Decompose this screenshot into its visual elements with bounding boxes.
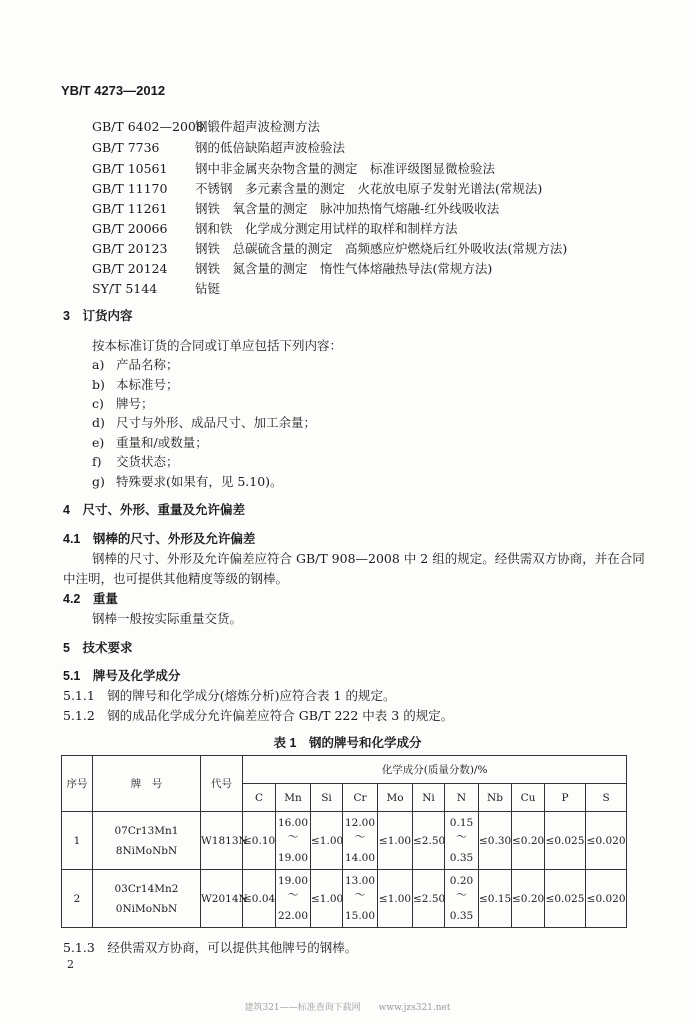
grade-line: 03Cr14Mn2 xyxy=(114,882,179,895)
list-item-label: b) xyxy=(92,377,105,392)
reference-title: 钢中非金属夹杂物含量的测定 标准评级图显微检验法 xyxy=(195,161,496,176)
table-row xyxy=(62,870,627,928)
header-element: Ni xyxy=(413,784,445,812)
range-max: 15.00 xyxy=(344,910,376,922)
reference-item xyxy=(92,279,220,297)
cell-code: W2014N xyxy=(201,870,243,928)
cell-n xyxy=(445,870,479,928)
reference-item xyxy=(92,219,458,237)
list-item-text: 交货状态； xyxy=(116,454,179,469)
reference-title: 钢的低倍缺陷超声波检验法 xyxy=(195,140,346,155)
header-element: C xyxy=(243,784,276,812)
list-item-text: 尺寸与外形、成品尺寸、加工余量； xyxy=(116,415,317,430)
list-item xyxy=(92,472,283,490)
section-4-1-heading: 4.1 钢棒的尺寸、外形及允许偏差 xyxy=(63,532,256,546)
footer-watermark: 建筑321——标准查询下载网 www.jzs321.net xyxy=(244,1003,451,1013)
section-4-1-text-continued: 中注明，也可提供其他精度等级的钢棒。 xyxy=(63,571,289,586)
list-item-label: d) xyxy=(92,415,105,430)
header-element: S xyxy=(586,784,627,812)
range-min: 0.20～ xyxy=(449,875,474,901)
header-element: N xyxy=(445,784,479,812)
grade-line: 0NiMoNbN xyxy=(115,902,178,915)
reference-item xyxy=(92,179,542,197)
cell-ni: ≤2.50 xyxy=(413,812,445,870)
list-item-label: g) xyxy=(92,474,105,489)
range-min: 0.15～ xyxy=(449,817,474,843)
reference-code: GB/T 6402—2008 xyxy=(92,119,204,134)
list-item xyxy=(92,394,154,412)
clause-5-1-3: 5.1.3 经供需双方协商，可以提供其他牌号的钢棒。 xyxy=(63,940,358,955)
standard-number: YB/T 4273—2012 xyxy=(61,83,166,98)
list-item xyxy=(92,433,208,451)
cell-mn xyxy=(276,812,311,870)
section-5-heading: 5 技术要求 xyxy=(63,641,133,655)
list-item-text: 牌号； xyxy=(116,396,154,411)
cell-seq: 2 xyxy=(62,870,93,928)
cell-mo: ≤1.00 xyxy=(378,812,413,870)
reference-item xyxy=(92,159,495,177)
cell-ni: ≤2.50 xyxy=(413,870,445,928)
cell-n xyxy=(445,812,479,870)
reference-code: SY/T 5144 xyxy=(92,281,158,296)
reference-title: 钻铤 xyxy=(195,281,221,296)
cell-nb: ≤0.30 xyxy=(479,812,512,870)
section-5-1-heading: 5.1 牌号及化学成分 xyxy=(63,669,181,683)
reference-title: 钢锻件超声波检测方法 xyxy=(195,119,321,134)
header-element: Cu xyxy=(512,784,545,812)
section-4-2-text: 钢棒一般按实际重量交货。 xyxy=(92,611,243,626)
list-item-label: e) xyxy=(92,435,105,450)
range-min: 13.00～ xyxy=(344,875,376,901)
range-max: 0.35 xyxy=(449,910,474,922)
cell-cr xyxy=(343,870,378,928)
range-min: 19.00～ xyxy=(277,875,309,901)
header-element: Cr xyxy=(343,784,378,812)
header-code: 代号 xyxy=(201,756,243,812)
header-grade: 牌 号 xyxy=(93,756,201,812)
header-element: P xyxy=(545,784,586,812)
reference-item xyxy=(92,138,345,156)
cell-mn xyxy=(276,870,311,928)
cell-cr xyxy=(343,812,378,870)
list-item-text: 特殊要求(如果有，见 5.10)。 xyxy=(116,474,283,489)
reference-title: 钢铁 总碳硫含量的测定 高频感应炉燃烧后红外吸收法(常规方法) xyxy=(195,241,568,256)
grade-line: 07Cr13Mn1 xyxy=(114,824,179,837)
section-4-2-heading: 4.2 重量 xyxy=(63,592,118,606)
clause-5-1-1: 5.1.1 钢的牌号和化学成分(熔炼分析)应符合表 1 的规定。 xyxy=(63,688,396,703)
page-number: 2 xyxy=(67,958,74,971)
table-caption: 表 1 钢的牌号和化学成分 xyxy=(273,736,422,750)
reference-code: GB/T 7736 xyxy=(92,140,160,155)
header-element: Nb xyxy=(479,784,512,812)
range-max: 14.00 xyxy=(344,852,376,864)
header-element: Mo xyxy=(378,784,413,812)
header-seq: 序号 xyxy=(62,756,93,812)
header-element: Si xyxy=(311,784,343,812)
list-item-label: c) xyxy=(92,396,104,411)
reference-item xyxy=(92,259,492,277)
clause-5-1-2: 5.1.2 钢的成品化学成分允许偏差应符合 GB/T 222 中表 3 的规定。 xyxy=(63,708,454,723)
cell-p: ≤0.025 xyxy=(545,870,586,928)
cell-si: ≤1.00 xyxy=(311,812,343,870)
range-max: 0.35 xyxy=(449,852,474,864)
reference-title: 钢铁 氮含量的测定 惰性气体熔融热导法(常规方法) xyxy=(195,261,493,276)
table-row xyxy=(62,812,627,870)
reference-title: 钢和铁 化学成分测定用试样的取样和制样方法 xyxy=(195,221,458,236)
section-4-1-text: 钢棒的尺寸、外形及允许偏差应符合 GB/T 908—2008 中 2 组的规定。经供需双方协商，并在合同 xyxy=(92,551,645,566)
range-min: 12.00～ xyxy=(344,817,376,843)
cell-cu: ≤0.20 xyxy=(512,870,545,928)
cell-s: ≤0.020 xyxy=(586,870,627,928)
list-item-text: 产品名称； xyxy=(116,357,179,372)
cell-grade xyxy=(93,812,201,870)
section-4-heading: 4 尺寸、外形、重量及允许偏差 xyxy=(63,503,245,517)
list-item-label: f) xyxy=(92,454,102,469)
cell-code: W1813N xyxy=(201,812,243,870)
grade-line: 8NiMoNbN xyxy=(115,844,178,857)
list-item-text: 重量和/或数量； xyxy=(116,435,208,450)
reference-code: GB/T 10561 xyxy=(92,161,168,176)
section-3-heading: 3 订货内容 xyxy=(63,309,133,323)
cell-s: ≤0.020 xyxy=(586,812,627,870)
reference-code: GB/T 20066 xyxy=(92,221,168,236)
list-item xyxy=(92,413,316,431)
cell-cu: ≤0.20 xyxy=(512,812,545,870)
reference-title: 不锈钢 多元素含量的测定 火花放电原子发射光谱法(常规法) xyxy=(195,181,543,196)
table-header-row xyxy=(62,756,627,784)
list-item-label: a) xyxy=(92,357,105,372)
reference-code: GB/T 11261 xyxy=(92,201,168,216)
reference-code: GB/T 11170 xyxy=(92,181,168,196)
reference-code: GB/T 20124 xyxy=(92,261,168,276)
range-max: 22.00 xyxy=(277,910,309,922)
reference-item xyxy=(92,117,320,135)
cell-p: ≤0.025 xyxy=(545,812,586,870)
list-item xyxy=(92,375,179,393)
cell-c: ≤0.04 xyxy=(243,870,276,928)
reference-title: 钢铁 氧含量的测定 脉冲加热惰气熔融-红外线吸收法 xyxy=(195,201,500,216)
cell-grade xyxy=(93,870,201,928)
header-composition: 化学成分(质量分数)/% xyxy=(243,756,627,784)
range-max: 19.00 xyxy=(277,852,309,864)
range-min: 16.00～ xyxy=(277,817,309,843)
cell-c: ≤0.10 xyxy=(243,812,276,870)
reference-code: GB/T 20123 xyxy=(92,241,168,256)
header-element: Mn xyxy=(276,784,311,812)
reference-item xyxy=(92,199,499,217)
cell-seq: 1 xyxy=(62,812,93,870)
cell-mo: ≤1.00 xyxy=(378,870,413,928)
section-3-intro: 按本标准订货的合同或订单应包括下列内容： xyxy=(92,338,343,353)
list-item xyxy=(92,355,179,373)
reference-item xyxy=(92,239,567,257)
list-item-text: 本标准号； xyxy=(116,377,179,392)
list-item xyxy=(92,452,179,470)
cell-nb: ≤0.15 xyxy=(479,870,512,928)
cell-si: ≤1.00 xyxy=(311,870,343,928)
chemical-composition-table xyxy=(61,755,627,928)
